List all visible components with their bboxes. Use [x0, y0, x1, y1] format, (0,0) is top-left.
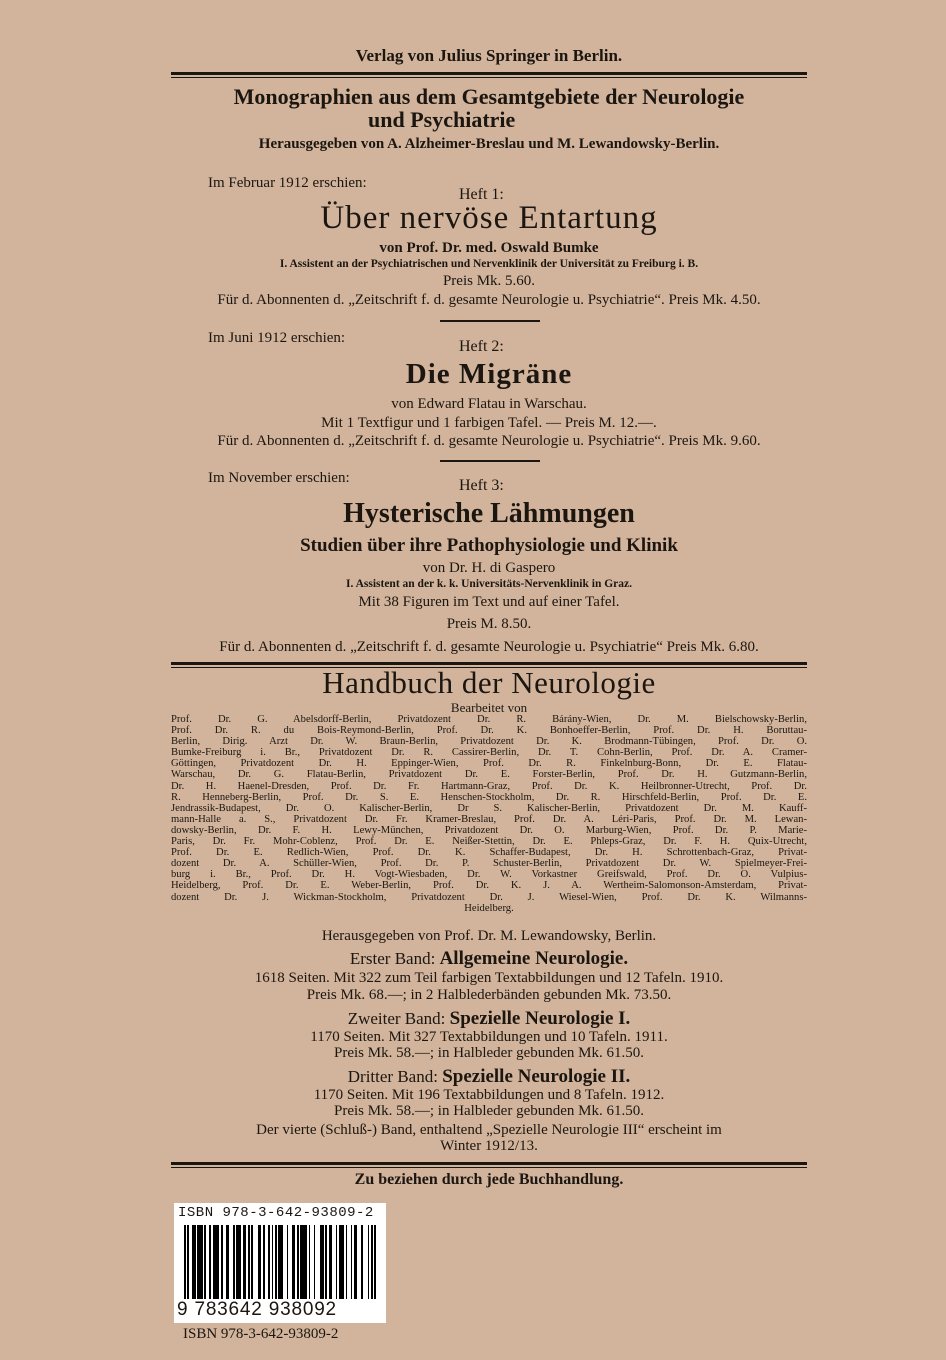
band1-heading — [171, 948, 807, 970]
band1-price: Preis Mk. 68.—; in 2 Halblederbänden gebunden Mk. 73.50. — [306, 987, 672, 1003]
barcode-bar — [226, 1225, 229, 1299]
heft3-details: Mit 38 Figuren im Text und auf einer Tafel. — [358, 594, 620, 610]
author-line: Heidelberg, Prof. Dr. E. Weber-Berlin, Prof. Dr. K. J. A. Wertheim-Salomonson-Amsterdam, Privat- — [171, 880, 807, 892]
barcode-bar — [351, 1225, 353, 1299]
footer-double-rule — [171, 1162, 807, 1168]
author-line: Berlin, Dirig. Arzt Dr. W. Braun-Berlin, Privatdozent Dr. K. Brodmann-Tübingen, Prof. Dr. O. — [171, 736, 807, 748]
barcode-bar — [197, 1225, 202, 1299]
band3-title: Spezielle Neurologie II. — [442, 1066, 631, 1087]
band3-price: Preis Mk. 58.—; in Halbleder gebunden Mk. 61.50. — [334, 1103, 644, 1119]
band3-heading — [171, 1066, 807, 1088]
heft3-date: Im November erschien: — [208, 470, 350, 486]
heft3-affiliation: I. Assistent an der k. k. Universitäts-Nervenklinik in Graz. — [345, 578, 633, 590]
heft1-affiliation: I. Assistent an der Psychiatrischen und Nervenklinik der Universität zu Freiburg i. B. — [279, 258, 699, 270]
barcode-bar — [314, 1225, 316, 1299]
barcode-bar — [339, 1225, 344, 1299]
isbn-bottom: ISBN 978-3-642-93809-2 — [183, 1326, 339, 1342]
barcode-bar — [233, 1225, 235, 1299]
heft2-details: Mit 1 Textfigur und 1 farbigen Tafel. — Preis M. 12.—. — [321, 415, 657, 431]
series-editors: Herausgegeben von A. Alzheimer-Breslau und M. Lewandowsky-Berlin. — [258, 136, 720, 152]
barcode-bar — [346, 1225, 348, 1299]
heft2-date: Im Juni 1912 erschien: — [208, 330, 346, 346]
author-line: Prof. Dr. G. Abelsdorff-Berlin, Privatdozent Dr. R. Bárány-Wien, Dr. M. Bielschowsky-Berlin, — [171, 714, 807, 725]
author-line: burg i. Br., Prof. Dr. H. Vogt-Wiesbaden, Dr. W. Vorkastner Greifswald, Prof. Dr. O. Vulpius- — [171, 869, 807, 881]
barcode-bar — [278, 1225, 283, 1299]
band2-price: Preis Mk. 58.—; in Halbleder gebunden Mk. 61.50. — [334, 1045, 644, 1061]
band2-heading — [171, 1008, 807, 1030]
heft1-author: von Prof. Dr. med. Oswald Bumke — [379, 240, 599, 256]
band1-label: Erster Band: — [349, 949, 436, 968]
band2-details: 1170 Seiten. Mit 327 Textabbildungen und 10 Tafeln. 1911. — [310, 1029, 668, 1045]
barcode-bar — [221, 1225, 223, 1299]
heft3-label: Heft 3: — [459, 477, 504, 494]
heft2-subscriber-price: Für d. Abonnenten d. „Zeitschrift f. d. gesamte Neurologie u. Psychiatrie“. Preis Mk. 9.60. — [217, 433, 761, 449]
header-double-rule — [171, 72, 807, 78]
heft1-title: Über nervöse Entartung — [320, 200, 658, 236]
barcode-bar — [354, 1225, 357, 1299]
barcode-bar — [361, 1225, 363, 1299]
handbuch-bearbeitet: Bearbeitet von — [450, 700, 528, 715]
author-line: R. Henneberg-Berlin, Prof. Dr. S. E. Henschen-Stockholm, Dr. R. Hirschfeld-Berlin, Prof. Dr. E. — [171, 791, 807, 803]
barcode-bar — [184, 1225, 186, 1299]
author-line: Paris, Dr. Fr. Mohr-Coblenz, Prof. Dr. E. Neißer-Stettin, Dr. E. Phleps-Graz, Dr. F. H. Quix-Utrecht, — [171, 836, 807, 848]
author-line: Jendrassik-Budapest, Dr. O. Kalischer-Berlin, Dr S. Kalischer-Berlin, Privatdozent Dr. M. Kauff- — [171, 802, 807, 814]
barcode-bar — [275, 1225, 277, 1299]
band1-details: 1618 Seiten. Mit 322 zum Teil farbigen Textabbildungen und 12 Tafeln. 1910. — [254, 970, 724, 986]
barcode-bar — [236, 1225, 241, 1299]
author-line: Warschau, Dr. G. Flatau-Berlin, Privatdozent Dr. E. Forster-Berlin, Prof. Dr. H. Gutzmann-Berlin, — [171, 769, 807, 781]
heft3-price: Preis M. 8.50. — [446, 616, 532, 632]
series-title-line2: und Psychiatrie — [368, 107, 516, 132]
footer-text: Zu beziehen durch jede Buchhandlung. — [354, 1171, 624, 1188]
author-line: Prof. Dr. R. du Bois-Reymond-Berlin, Prof. Dr. K. Bonhoeffer-Berlin, Prof. Dr. H. Boruttau- — [171, 725, 807, 737]
series-title-line1: Monographien aus dem Gesamtgebiete der Neurologie — [233, 84, 745, 109]
barcode — [174, 1203, 386, 1323]
band1-title: Allgemeine Neurologie. — [439, 948, 629, 969]
barcode-bar — [251, 1225, 253, 1299]
heft1-label: Heft 1: — [459, 186, 504, 203]
barcode-bar — [300, 1225, 307, 1299]
barcode-bar — [287, 1225, 289, 1299]
barcode-bar — [248, 1225, 250, 1299]
heft3-subtitle: Studien über ihre Pathophysiologie und Klinik — [300, 535, 678, 556]
barcode-bar — [292, 1225, 295, 1299]
heft2-separator — [440, 460, 540, 462]
barcode-bar — [309, 1225, 311, 1299]
author-line: dowsky-Berlin, Dr. F. H. Lewy-München, Privatdozent Dr. O. Marburg-Wien, Prof. Dr. P. Marie- — [171, 824, 807, 836]
author-line: Bumke-Freiburg i. Br., Privatdozent Dr. R. Cassirer-Berlin, Dr. T. Cohn-Berlin, Prof. Dr. A. Cramer- — [171, 747, 807, 759]
heft1-date: Im Februar 1912 erschien: — [208, 175, 367, 191]
barcode-isbn-top: ISBN 978-3-642-93809-2 — [178, 1205, 374, 1221]
heft3-author: von Dr. H. di Gaspero — [422, 560, 556, 576]
band3-details: 1170 Seiten. Mit 196 Textabbildungen und 8 Tafeln. 1912. — [313, 1087, 665, 1103]
band3-label: Dritter Band: — [347, 1067, 438, 1086]
author-line: Prof. Dr. E. Redlich-Wien, Prof. Dr. K. Schaffer-Budapest, Dr. H. Schrottenbach-Graz, Privat- — [171, 847, 807, 859]
handbuch-title: Handbuch der Neurologie — [322, 665, 656, 700]
barcode-bar — [187, 1225, 189, 1299]
barcode-bar — [263, 1225, 265, 1299]
band2-title: Spezielle Neurologie I. — [449, 1008, 631, 1029]
handbuch-author-list — [171, 714, 807, 914]
barcode-bar — [213, 1225, 220, 1299]
barcode-bar — [325, 1225, 327, 1299]
heft3-subscriber-price: Für d. Abonnenten d. „Zeitschrift f. d. gesamte Neurologie u. Psychiatrie“ Preis Mk. 6.80. — [219, 639, 759, 655]
heft3-title: Hysterische Lähmungen — [343, 498, 635, 529]
handbuch-note-line2: Winter 1912/13. — [440, 1138, 538, 1154]
handbuch-editor: Herausgegeben von Prof. Dr. M. Lewandowsky, Berlin. — [321, 928, 657, 944]
barcode-bar — [329, 1225, 332, 1299]
heft1-separator — [440, 320, 540, 322]
barcode-bar — [374, 1225, 376, 1299]
barcode-bar — [268, 1225, 270, 1299]
heft1-price: Preis Mk. 5.60. — [442, 273, 536, 289]
author-line: Göttingen, Privatdozent Dr. H. Eppinger-Wien, Prof. Dr. R. Finkelnburg-Bonn, Dr. E. Flatau- — [171, 758, 807, 770]
barcode-bar — [209, 1225, 211, 1299]
barcode-bars — [184, 1225, 376, 1299]
author-line: Heidelberg. — [464, 902, 514, 914]
barcode-bar — [258, 1225, 261, 1299]
heft2-label: Heft 2: — [459, 338, 504, 355]
barcode-bar — [192, 1225, 195, 1299]
barcode-bar — [368, 1225, 370, 1299]
author-line: dozent Dr. J. Wickman-Stockholm, Privatdozent Dr. J. Wiesel-Wien, Prof. Dr. K. Wilmanns- — [171, 891, 807, 903]
handbuch-note-line1: Der vierte (Schluß-) Band, enthaltend „Spezielle Neurologie III“ erscheint im — [256, 1122, 722, 1138]
author-line: Dr. H. Haenel-Dresden, Prof. Dr. Fr. Hartmann-Graz, Prof. Dr. K. Heilbronner-Utrecht, Prof. Dr. — [171, 780, 807, 792]
barcode-bar — [204, 1225, 206, 1299]
barcode-bar — [371, 1225, 373, 1299]
barcode-bar — [320, 1225, 323, 1299]
author-line: mann-Halle a. S., Privatdozent Dr. Fr. Kramer-Breslau, Prof. Dr. A. Léri-Paris, Prof. Dr. M. Lewan- — [171, 813, 807, 825]
heft2-author: von Edward Flatau in Warschau. — [391, 396, 587, 412]
heft1-subscriber-price: Für d. Abonnenten d. „Zeitschrift f. d. gesamte Neurologie u. Psychiatrie“. Preis Mk. 4.50. — [217, 292, 761, 308]
barcode-digits: 9 783642 938092 — [177, 1299, 337, 1320]
barcode-bar — [272, 1225, 274, 1299]
band2-label: Zweiter Band: — [347, 1009, 446, 1028]
publisher-line: Verlag von Julius Springer in Berlin. — [355, 46, 623, 65]
heft2-title: Die Migräne — [405, 358, 573, 390]
barcode-bar — [243, 1225, 246, 1299]
barcode-bar — [336, 1225, 338, 1299]
barcode-bar — [297, 1225, 299, 1299]
author-line: dozent Dr. A. Schüller-Wien, Prof. Dr. P. Schuster-Berlin, Privatdozent Dr. W. Spielmeyer-Frei- — [171, 858, 807, 870]
